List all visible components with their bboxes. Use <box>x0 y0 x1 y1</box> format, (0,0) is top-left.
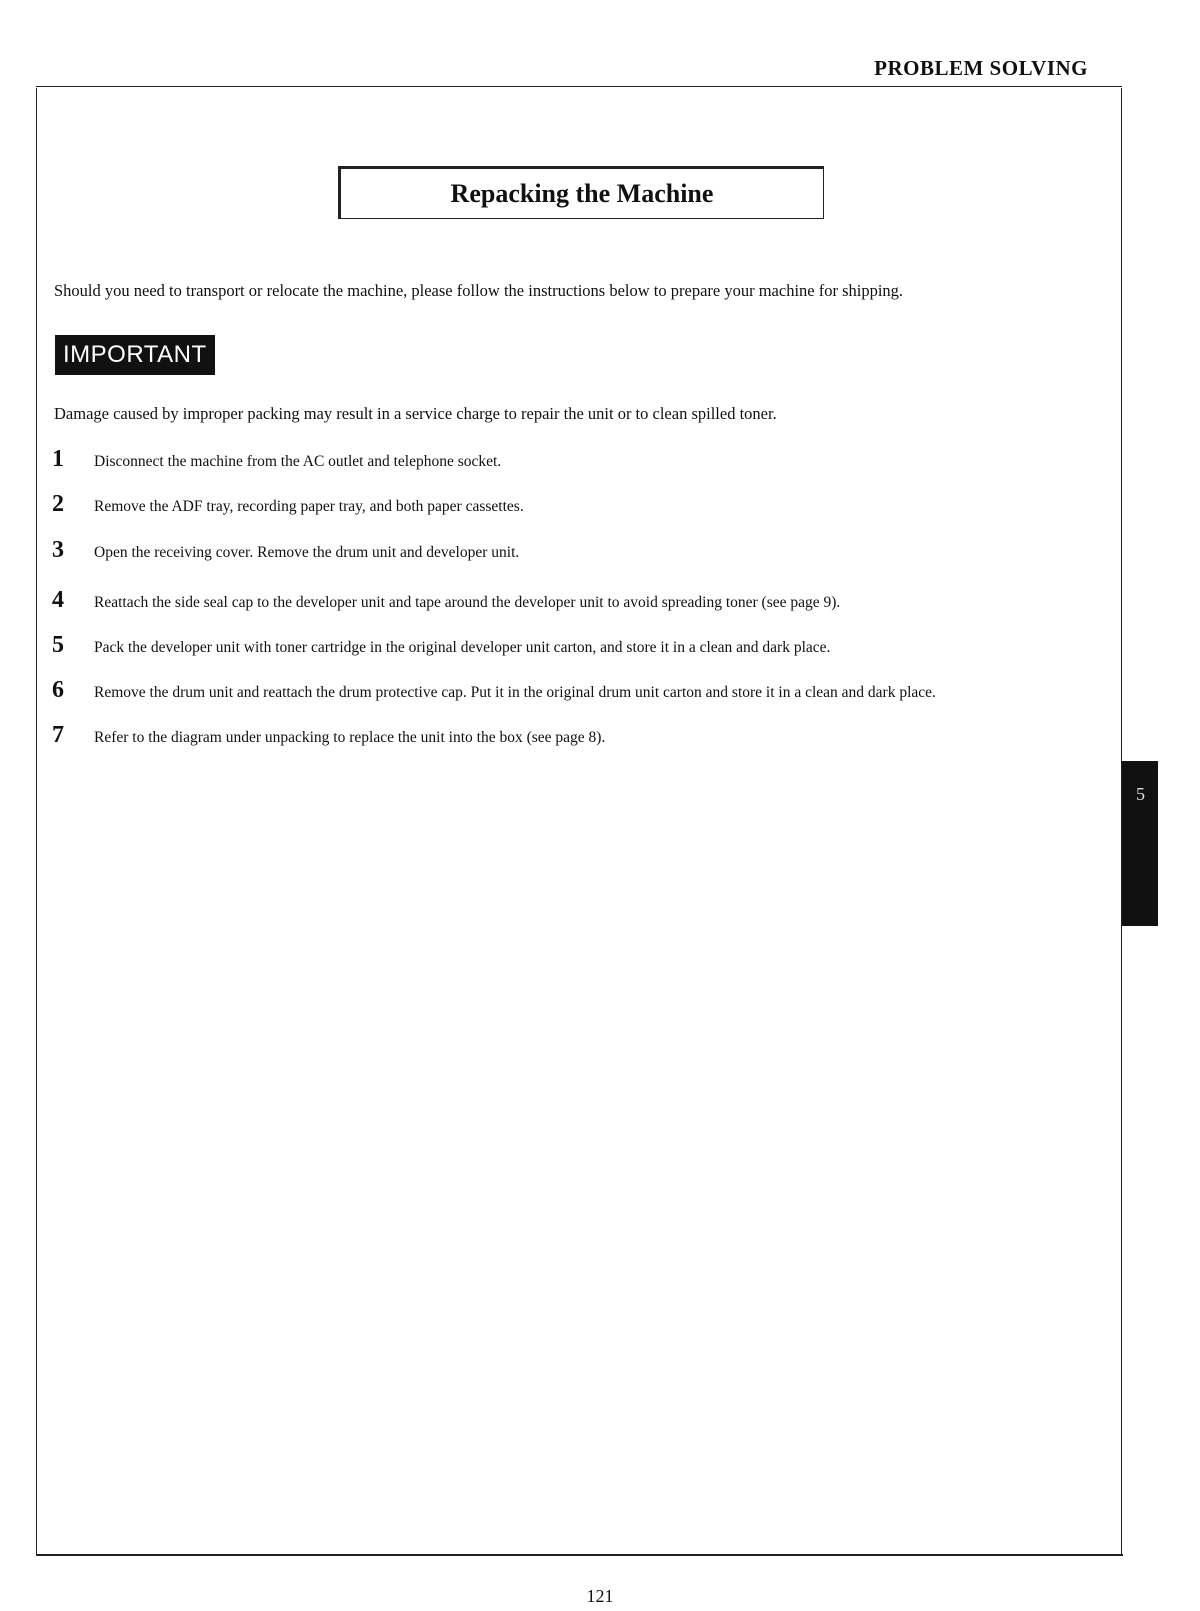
page-number: 121 <box>586 1586 614 1606</box>
frame-bottom-border <box>36 1554 1123 1556</box>
important-badge: IMPORTANT <box>55 335 215 375</box>
step-number: 6 <box>52 677 64 703</box>
step-text: Remove the ADF tray, recording paper tray, and both paper cassettes. <box>94 498 524 515</box>
step-7 <box>52 722 1102 749</box>
step-text: Remove the drum unit and reattach the drum protective cap. Put it in the original drum unit carton and store it in a clean and dark place. <box>94 684 936 701</box>
step-number: 7 <box>52 722 64 748</box>
step-number: 5 <box>52 632 64 658</box>
section-header: PROBLEM SOLVING <box>874 56 1088 80</box>
page-title: Repacking the Machine <box>450 178 714 208</box>
step-5 <box>52 632 1102 659</box>
warning-paragraph: Damage caused by improper packing may result in a service charge to repair the unit or to clean spilled toner. <box>54 404 777 423</box>
frame-left-border <box>36 88 37 1554</box>
step-text: Refer to the diagram under unpacking to replace the unit into the box (see page 8). <box>94 729 606 746</box>
step-number: 4 <box>52 587 64 613</box>
step-text: Disconnect the machine from the AC outlet and telephone socket. <box>94 453 502 470</box>
step-number: 2 <box>52 491 64 517</box>
step-4 <box>52 587 1102 614</box>
step-2 <box>52 491 1102 518</box>
step-number: 3 <box>52 537 64 563</box>
step-3 <box>52 537 1102 564</box>
chapter-tab-number: 5 <box>1136 784 1145 804</box>
step-number: 1 <box>52 446 64 472</box>
title-box <box>338 166 824 219</box>
steps-list <box>52 446 1102 749</box>
intro-paragraph: Should you need to transport or relocate the machine, please follow the instructions below to prepare your machine for shipping. <box>54 281 904 300</box>
step-6 <box>52 677 1102 704</box>
step-text: Open the receiving cover. Remove the drum unit and developer unit. <box>94 544 520 561</box>
step-1 <box>52 446 1102 473</box>
header-rule <box>36 86 1122 87</box>
step-text: Reattach the side seal cap to the developer unit and tape around the developer unit to avoid spreading toner (see page 9). <box>94 594 841 611</box>
step-text: Pack the developer unit with toner cartridge in the original developer unit carton, and store it in a clean and dark place. <box>94 639 831 656</box>
